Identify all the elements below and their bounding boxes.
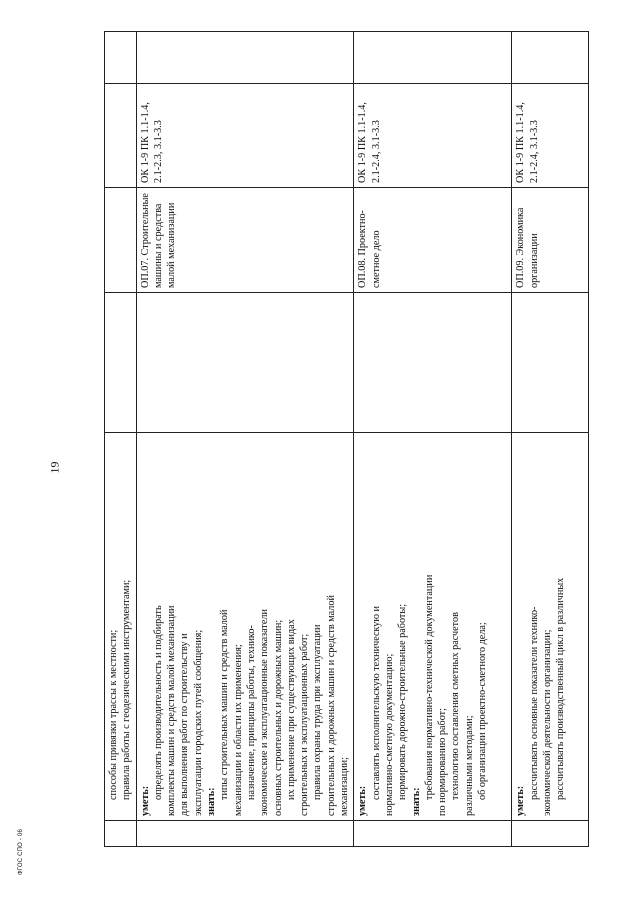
text-line: строительных и эксплуатационных работ; [299, 633, 311, 816]
text-line: технологию составления сметных расчетов [450, 612, 462, 800]
knowledge-skills-cell [512, 433, 589, 821]
index-cell [105, 821, 137, 847]
discipline-cell: ОП.09. Экономика организации [512, 188, 589, 293]
index-cell [512, 821, 589, 847]
text-line: эксплуатации городских путей сообщения; [192, 629, 204, 816]
text-line: нормировать дорожно-строительные работы; [397, 603, 409, 800]
text-line: способы привязки трассы к местности; [108, 629, 119, 800]
text-line: правила охраны труда при эксплуатации [312, 624, 324, 800]
section-heading: знать: [206, 787, 218, 816]
section-heading: уметь: [515, 785, 527, 816]
text-line: экономической деятельности организации; [541, 629, 553, 816]
table-row [105, 32, 137, 847]
extra-cell [354, 32, 512, 84]
text-line: для выполнения работ по строительству и [179, 633, 191, 816]
extra-cell [512, 32, 589, 84]
hours-cell [105, 293, 137, 433]
section-heading: уметь: [139, 785, 151, 816]
text-line: механизации; [339, 757, 351, 816]
competencies-cell: ОК 1-9 ПК 1.1-1.4, 2.1-2.4, 3.1-3.3 [512, 84, 589, 188]
competencies-cell [105, 84, 137, 188]
competencies-cell: ОК 1-9 ПК 1.1-1.4, 2.1-2.4, 3.1-3.3 [354, 84, 512, 188]
knowledge-skills-cell [354, 433, 512, 821]
text-line: различными методами; [463, 715, 475, 816]
table-row [136, 32, 354, 847]
text-line: об организации проектно-сметного дела; [477, 622, 489, 800]
text-line: составлять исполнительскую техническую и [370, 605, 382, 800]
competency-table [104, 31, 589, 847]
discipline-cell [105, 188, 137, 293]
text-line: механизации и области их применения; [232, 644, 244, 816]
text-line: правила работы с геодезическими инструментами; [121, 579, 133, 800]
text-line: типы строительных машин и средств малой [219, 609, 231, 800]
text-line: нормативно-сметную документацию; [383, 653, 395, 816]
discipline-cell: ОП.08. Проектно-сметное дело [354, 188, 512, 293]
hours-cell [512, 293, 589, 433]
knowledge-skills-cell [105, 433, 137, 821]
text-line: рассчитывать производственный цикл в различных [555, 577, 567, 800]
text-line: требования нормативно-технической документации [423, 574, 435, 800]
extra-cell [105, 32, 137, 84]
hours-cell [354, 293, 512, 433]
text-line: назначение, принципы работы, технико- [245, 625, 257, 800]
section-heading: знать: [410, 787, 422, 816]
table-row [354, 32, 512, 847]
discipline-cell: ОП.07. Строительные машины и средства малой механизации [136, 188, 354, 293]
text-line: определять производительность и подбирать [152, 605, 164, 800]
text-line: строительных и дорожных машин и средств малой [325, 595, 337, 816]
text-line: рассчитывать основные показатели технико- [528, 606, 540, 800]
table-row [512, 32, 589, 847]
index-cell [354, 821, 512, 847]
extra-cell [136, 32, 354, 84]
index-cell [136, 821, 354, 847]
rotated-table-wrapper [104, 32, 589, 847]
document-footer: ФГОС СПО - 06 [18, 828, 24, 875]
text-line: комплекты машин и средств малой механизации [166, 605, 178, 816]
section-heading: уметь: [357, 785, 369, 816]
text-line: по нормированию работ; [437, 708, 449, 816]
hours-cell [136, 293, 354, 433]
competencies-cell: ОК 1-9 ПК 1.1-1.4, 2.1-2.3, 3.1-3.3 [136, 84, 354, 188]
page-number: 19 [47, 461, 62, 474]
text-line: основных строительных и дорожных машин; [272, 619, 284, 816]
text-line: их применение при существующих видах [285, 619, 297, 800]
knowledge-skills-cell [136, 433, 354, 821]
text-line: экономические и эксплуатационные показатели [259, 609, 271, 816]
